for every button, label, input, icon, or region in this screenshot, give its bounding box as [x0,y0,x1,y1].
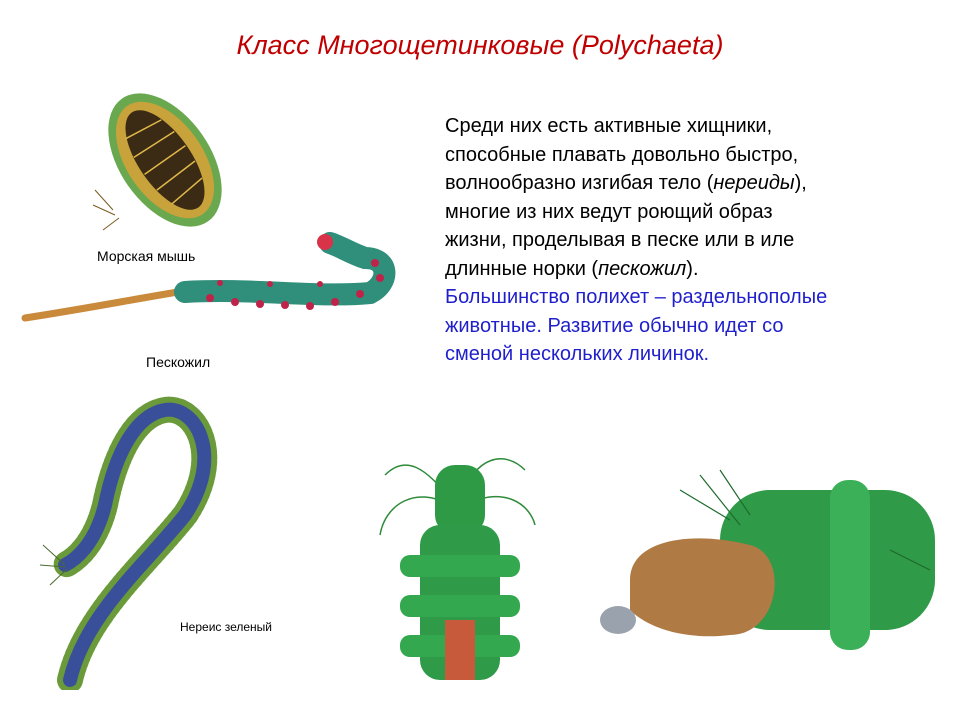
nereis-proboscis-closeup-image [590,460,945,675]
nereis-image [35,395,315,690]
text-line: многие из них ведут роющий образ [445,200,773,223]
text-line: волнообразно изгибая тело (нереиды), [445,172,807,194]
description-text [445,112,915,369]
sea-mouse-image [85,70,245,240]
text-line: длинные норки (пескожил). [445,257,699,280]
sea-mouse-label: Морская мышь [97,248,196,264]
text-line: способные плавать довольно быстро, [445,143,799,166]
lugworm-image [20,228,400,338]
text-line: жизни, проделывая в песке или в иле [445,229,795,251]
slide-title: Класс Многощетинковые (Polychaeta) [236,30,724,60]
nereis-head-closeup-image [365,445,545,680]
lugworm-label: Пескожил [146,354,211,370]
italic-term-lugworm: пескожил [598,257,687,280]
italic-term-nereis: нереиды [713,172,795,194]
text-line: Среди них есть активные хищники, [445,115,773,137]
nereis-label: Нереис зеленый [180,620,272,634]
text-line-blue: сменой нескольких личинок. [445,343,710,365]
text-line-blue: животные. Развитие обычно идет со [445,314,784,337]
text-line-blue: Большинство полихет – раздельнополые [445,286,828,308]
